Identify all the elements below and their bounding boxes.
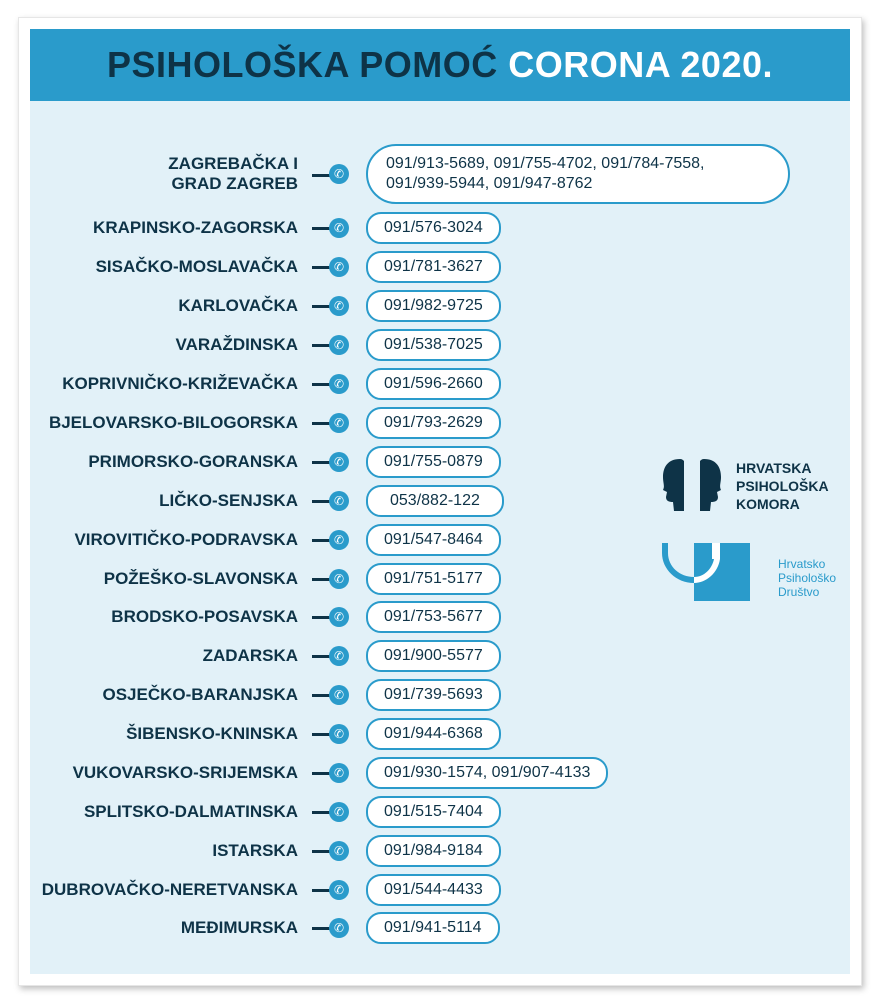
poster-panel: [30, 29, 850, 974]
county-row: [30, 329, 850, 361]
county-row: [30, 407, 850, 439]
county-name: OSJEČKO-BARANJSKA: [102, 685, 298, 704]
county-row: [30, 796, 850, 828]
county-name: KARLOVAČKA: [178, 296, 298, 315]
phone-icon: ✆: [329, 918, 349, 938]
county-name: SPLITSKO-DALMATINSKA: [83, 802, 298, 821]
phone-number[interactable]: 091/739-5693: [366, 679, 501, 711]
phone-number[interactable]: 091/538-7025: [366, 329, 501, 361]
phone-icon: ✆: [329, 491, 349, 511]
phone-number[interactable]: 091/781-3627: [366, 251, 501, 283]
county-row: [30, 912, 850, 944]
phone-number[interactable]: 091/982-9725: [366, 290, 501, 322]
phone-icon: ✆: [329, 452, 349, 472]
logo-hrvatsko-psiholosko-drustvo: [662, 543, 850, 603]
county-row: [30, 835, 850, 867]
county-name: VARAŽDINSKA: [175, 335, 298, 354]
county-name: ŠIBENSKO-KNINSKA: [126, 724, 298, 743]
phone-icon: ✆: [329, 530, 349, 550]
phone-icon: ✆: [329, 880, 349, 900]
hpd-logo-text: [778, 557, 836, 599]
phone-icon: ✆: [329, 646, 349, 666]
hpk-line3: KOMORA: [736, 496, 800, 512]
page-title: [30, 29, 850, 101]
phone-icon: ✆: [329, 218, 349, 238]
county-row: [30, 874, 850, 906]
phone-icon: ✆: [329, 685, 349, 705]
hpk-logo-text: [736, 459, 829, 513]
county-name: [168, 154, 298, 194]
hpk-line2: PSIHOLOŠKA: [736, 478, 829, 494]
phone-number[interactable]: 053/882-122: [366, 485, 504, 517]
psi-faces-icon: [660, 453, 724, 517]
county-name: BJELOVARSKO-BILOGORSKA: [48, 413, 298, 432]
county-row: [30, 368, 850, 400]
hpk-line1: HRVATSKA: [736, 460, 812, 476]
phone-number[interactable]: 091/751-5177: [366, 563, 501, 595]
phone-number[interactable]: 091/515-7404: [366, 796, 501, 828]
county-row: [30, 679, 850, 711]
title-light-part: CORONA 2020.: [508, 44, 773, 85]
phone-number[interactable]: 091/793-2629: [366, 407, 501, 439]
county-row: [30, 290, 850, 322]
phone-number[interactable]: 091/941-5114: [366, 912, 500, 944]
county-row: [30, 757, 850, 789]
county-name: MEĐIMURSKA: [180, 918, 298, 937]
phone-icon: ✆: [329, 374, 349, 394]
county-name: VIROVITIČKO-PODRAVSKA: [74, 530, 298, 549]
county-row: [30, 601, 850, 633]
phone-icon: ✆: [329, 164, 349, 184]
phone-number[interactable]: 091/544-4433: [366, 874, 501, 906]
hpd-square-icon: [662, 543, 750, 601]
phone-numbers[interactable]: 091/930-1574, 091/907-4133: [366, 757, 608, 789]
county-name: VUKOVARSKO-SRIJEMSKA: [72, 763, 298, 782]
phone-icon: ✆: [329, 724, 349, 744]
hpd-line3: Društvo: [778, 585, 820, 599]
county-row: [30, 251, 850, 283]
phone-number[interactable]: 091/900-5577: [366, 640, 501, 672]
county-name: ISTARSKA: [212, 841, 298, 860]
poster-frame: [18, 17, 862, 986]
phone-icon: ✆: [329, 763, 349, 783]
county-row-zagrebacka: [30, 144, 850, 204]
phone-icon: ✆: [329, 802, 349, 822]
county-row: [30, 212, 850, 244]
phone-icon: ✆: [329, 296, 349, 316]
county-name: KOPRIVNIČKO-KRIŽEVAČKA: [62, 374, 298, 393]
phone-number[interactable]: 091/576-3024: [366, 212, 501, 244]
hpd-line1: Hrvatsko: [778, 557, 826, 571]
county-name-line1: ZAGREBAČKA I: [168, 154, 298, 173]
phone-icon: ✆: [329, 607, 349, 627]
phone-numbers[interactable]: [366, 144, 790, 204]
phone-icon: ✆: [329, 257, 349, 277]
county-name: BRODSKO-POSAVSKA: [111, 607, 298, 626]
county-name: SISAČKO-MOSLAVAČKA: [95, 257, 298, 276]
phone-numbers-line2: 091/939-5944, 091/947-8762: [386, 175, 593, 192]
county-name: POŽEŠKO-SLAVONSKA: [103, 569, 298, 588]
county-row: [30, 640, 850, 672]
phone-number[interactable]: 091/753-5677: [366, 601, 501, 633]
county-name: LIČKO-SENJSKA: [159, 491, 298, 510]
county-name: PRIMORSKO-GORANSKA: [88, 452, 298, 471]
county-name: ZADARSKA: [202, 646, 298, 665]
county-name-line2: GRAD ZAGREB: [171, 174, 298, 193]
hpd-line2: Psihološko: [778, 571, 837, 585]
phone-number[interactable]: 091/944-6368: [366, 718, 501, 750]
county-row: [30, 718, 850, 750]
title-dark-part: PSIHOLOŠKA POMOĆ: [107, 44, 498, 85]
phone-icon: ✆: [329, 569, 349, 589]
phone-icon: ✆: [329, 335, 349, 355]
phone-icon: ✆: [329, 413, 349, 433]
logo-hrvatska-psiholoska-komora: [660, 453, 850, 521]
phone-icon: ✆: [329, 841, 349, 861]
phone-number[interactable]: 091/547-8464: [366, 524, 501, 556]
county-name: DUBROVAČKO-NERETVANSKA: [41, 880, 298, 899]
county-name: KRAPINSKO-ZAGORSKA: [93, 218, 298, 237]
phone-numbers-line1: 091/913-5689, 091/755-4702, 091/784-7558,: [386, 155, 705, 172]
phone-number[interactable]: 091/984-9184: [366, 835, 501, 867]
phone-number[interactable]: 091/596-2660: [366, 368, 501, 400]
phone-number[interactable]: 091/755-0879: [366, 446, 501, 478]
